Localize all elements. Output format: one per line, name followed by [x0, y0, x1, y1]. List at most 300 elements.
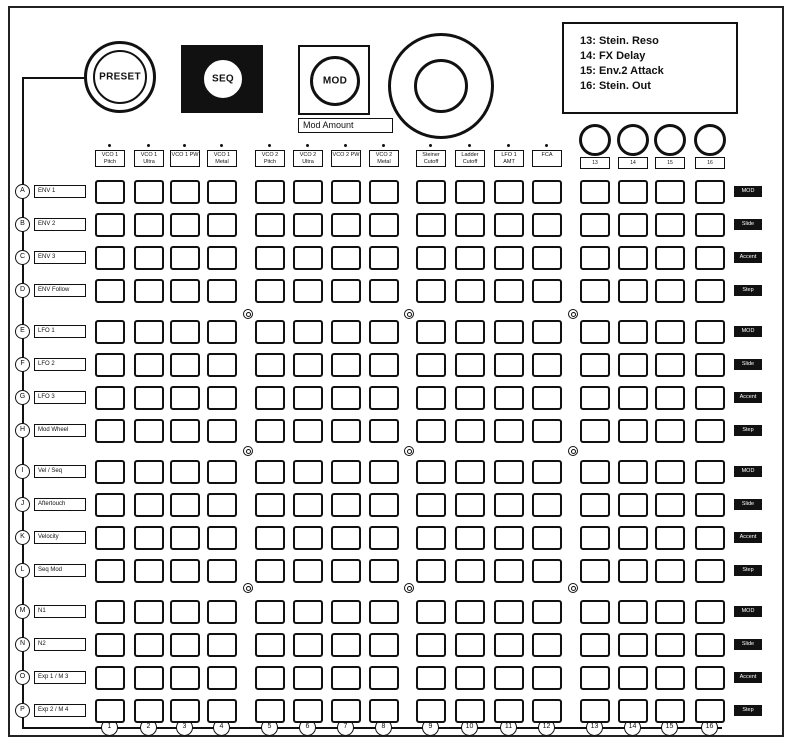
matrix-pad[interactable] — [134, 353, 164, 377]
destination-encoder-knob[interactable] — [654, 124, 686, 156]
matrix-pad[interactable] — [532, 419, 562, 443]
matrix-pad[interactable] — [95, 213, 125, 237]
matrix-pad[interactable] — [331, 386, 361, 410]
matrix-pad[interactable] — [207, 559, 237, 583]
matrix-pad[interactable] — [618, 419, 648, 443]
matrix-pad[interactable] — [95, 699, 125, 723]
matrix-pad[interactable] — [580, 493, 610, 517]
matrix-pad[interactable] — [494, 559, 524, 583]
matrix-pad[interactable] — [416, 246, 446, 270]
matrix-pad[interactable] — [134, 699, 164, 723]
matrix-pad[interactable] — [134, 279, 164, 303]
matrix-pad[interactable] — [293, 559, 323, 583]
matrix-pad[interactable] — [618, 213, 648, 237]
matrix-pad[interactable] — [695, 460, 725, 484]
matrix-pad[interactable] — [494, 419, 524, 443]
row-letter[interactable]: G — [15, 390, 30, 405]
seq-button[interactable] — [201, 57, 245, 101]
matrix-pad[interactable] — [695, 666, 725, 690]
matrix-pad[interactable] — [416, 666, 446, 690]
matrix-pad[interactable] — [170, 600, 200, 624]
matrix-pad[interactable] — [369, 493, 399, 517]
matrix-pad[interactable] — [255, 460, 285, 484]
matrix-pad[interactable] — [455, 600, 485, 624]
matrix-pad[interactable] — [134, 180, 164, 204]
matrix-pad[interactable] — [494, 526, 524, 550]
matrix-pad[interactable] — [207, 246, 237, 270]
matrix-pad[interactable] — [293, 246, 323, 270]
matrix-pad[interactable] — [331, 666, 361, 690]
matrix-pad[interactable] — [580, 320, 610, 344]
matrix-pad[interactable] — [455, 353, 485, 377]
destination-encoder-knob[interactable] — [617, 124, 649, 156]
matrix-pad[interactable] — [618, 493, 648, 517]
column-label: VCO 1 Metal — [207, 150, 237, 167]
matrix-pad[interactable] — [580, 213, 610, 237]
matrix-pad[interactable] — [170, 559, 200, 583]
matrix-pad[interactable] — [170, 460, 200, 484]
matrix-pad[interactable] — [134, 559, 164, 583]
matrix-pad[interactable] — [455, 246, 485, 270]
matrix-pad[interactable] — [532, 246, 562, 270]
matrix-pad[interactable] — [532, 386, 562, 410]
matrix-pad[interactable] — [416, 526, 446, 550]
matrix-pad[interactable] — [494, 386, 524, 410]
matrix-pad[interactable] — [416, 600, 446, 624]
matrix-pad[interactable] — [95, 180, 125, 204]
column-number[interactable]: 3 — [176, 719, 193, 736]
matrix-pad[interactable] — [331, 633, 361, 657]
matrix-pad[interactable] — [695, 699, 725, 723]
matrix-pad[interactable] — [255, 633, 285, 657]
matrix-pad[interactable] — [134, 493, 164, 517]
matrix-pad[interactable] — [293, 526, 323, 550]
matrix-pad[interactable] — [416, 699, 446, 723]
row-letter[interactable]: O — [15, 670, 30, 685]
column-number[interactable]: 8 — [375, 719, 392, 736]
matrix-pad[interactable] — [416, 460, 446, 484]
matrix-pad[interactable] — [618, 600, 648, 624]
matrix-pad[interactable] — [207, 666, 237, 690]
matrix-pad[interactable] — [655, 386, 685, 410]
matrix-pad[interactable] — [207, 419, 237, 443]
matrix-pad[interactable] — [494, 666, 524, 690]
matrix-pad[interactable] — [293, 353, 323, 377]
matrix-pad[interactable] — [207, 386, 237, 410]
matrix-pad[interactable] — [170, 180, 200, 204]
matrix-pad[interactable] — [369, 320, 399, 344]
matrix-pad[interactable] — [255, 419, 285, 443]
matrix-pad[interactable] — [618, 320, 648, 344]
column-label: VCO 2 Pitch — [255, 150, 285, 167]
matrix-pad[interactable] — [494, 320, 524, 344]
preset-button[interactable] — [84, 41, 156, 113]
column-number[interactable]: 7 — [337, 719, 354, 736]
matrix-pad[interactable] — [207, 493, 237, 517]
column-number[interactable]: 13 — [586, 719, 603, 736]
matrix-pad[interactable] — [655, 633, 685, 657]
matrix-pad[interactable] — [416, 419, 446, 443]
row-letter[interactable]: I — [15, 464, 30, 479]
matrix-pad[interactable] — [494, 246, 524, 270]
matrix-pad[interactable] — [134, 419, 164, 443]
matrix-pad[interactable] — [170, 279, 200, 303]
matrix-pad[interactable] — [255, 246, 285, 270]
matrix-pad[interactable] — [369, 699, 399, 723]
matrix-pad[interactable] — [331, 600, 361, 624]
matrix-pad[interactable] — [170, 666, 200, 690]
matrix-pad[interactable] — [369, 353, 399, 377]
matrix-pad[interactable] — [416, 180, 446, 204]
matrix-pad[interactable] — [494, 699, 524, 723]
matrix-pad[interactable] — [369, 246, 399, 270]
column-number[interactable]: 12 — [538, 719, 555, 736]
matrix-pad[interactable] — [293, 666, 323, 690]
row-letter[interactable]: M — [15, 604, 30, 619]
matrix-pad[interactable] — [95, 386, 125, 410]
matrix-pad[interactable] — [255, 180, 285, 204]
matrix-pad[interactable] — [580, 600, 610, 624]
matrix-pad[interactable] — [532, 180, 562, 204]
matrix-pad[interactable] — [455, 633, 485, 657]
matrix-pad[interactable] — [134, 460, 164, 484]
column-number[interactable]: 5 — [261, 719, 278, 736]
matrix-pad[interactable] — [255, 666, 285, 690]
matrix-pad[interactable] — [532, 320, 562, 344]
matrix-pad[interactable] — [207, 600, 237, 624]
matrix-pad[interactable] — [455, 213, 485, 237]
matrix-pad[interactable] — [494, 279, 524, 303]
matrix-pad[interactable] — [369, 666, 399, 690]
matrix-pad[interactable] — [95, 600, 125, 624]
matrix-pad[interactable] — [95, 353, 125, 377]
matrix-pad[interactable] — [695, 180, 725, 204]
matrix-pad[interactable] — [207, 353, 237, 377]
matrix-pad[interactable] — [455, 460, 485, 484]
matrix-pad[interactable] — [95, 559, 125, 583]
matrix-pad[interactable] — [580, 526, 610, 550]
matrix-pad[interactable] — [655, 600, 685, 624]
row-letter[interactable]: L — [15, 563, 30, 578]
matrix-pad[interactable] — [695, 279, 725, 303]
matrix-pad[interactable] — [455, 386, 485, 410]
column-number[interactable]: 2 — [140, 719, 157, 736]
matrix-pad[interactable] — [369, 180, 399, 204]
matrix-pad[interactable] — [170, 213, 200, 237]
matrix-pad[interactable] — [655, 246, 685, 270]
matrix-pad[interactable] — [455, 419, 485, 443]
matrix-pad[interactable] — [331, 419, 361, 443]
matrix-pad[interactable] — [455, 666, 485, 690]
matrix-pad[interactable] — [170, 320, 200, 344]
column-number[interactable]: 1 — [101, 719, 118, 736]
matrix-pad[interactable] — [255, 699, 285, 723]
matrix-pad[interactable] — [207, 699, 237, 723]
matrix-pad[interactable] — [532, 699, 562, 723]
matrix-pad[interactable] — [293, 699, 323, 723]
matrix-pad[interactable] — [369, 633, 399, 657]
matrix-pad[interactable] — [695, 559, 725, 583]
matrix-pad[interactable] — [580, 633, 610, 657]
matrix-pad[interactable] — [369, 279, 399, 303]
matrix-pad[interactable] — [655, 526, 685, 550]
column-number[interactable]: 16 — [701, 719, 718, 736]
matrix-pad[interactable] — [695, 493, 725, 517]
column-number[interactable]: 15 — [661, 719, 678, 736]
matrix-pad[interactable] — [655, 559, 685, 583]
matrix-pad[interactable] — [416, 559, 446, 583]
matrix-pad[interactable] — [369, 386, 399, 410]
matrix-pad[interactable] — [494, 633, 524, 657]
matrix-pad[interactable] — [293, 180, 323, 204]
row-letter[interactable]: K — [15, 530, 30, 545]
matrix-pad[interactable] — [695, 526, 725, 550]
matrix-pad[interactable] — [207, 460, 237, 484]
row-letter[interactable]: A — [15, 184, 30, 199]
matrix-pad[interactable] — [494, 353, 524, 377]
matrix-pad[interactable] — [207, 180, 237, 204]
matrix-pad[interactable] — [331, 353, 361, 377]
row-letter[interactable]: C — [15, 250, 30, 265]
matrix-pad[interactable] — [580, 666, 610, 690]
column-number[interactable]: 14 — [624, 719, 641, 736]
matrix-pad[interactable] — [95, 666, 125, 690]
matrix-pad[interactable] — [455, 180, 485, 204]
matrix-pad[interactable] — [331, 699, 361, 723]
matrix-pad[interactable] — [532, 279, 562, 303]
matrix-pad[interactable] — [95, 279, 125, 303]
matrix-pad[interactable] — [655, 419, 685, 443]
matrix-pad[interactable] — [695, 386, 725, 410]
matrix-pad[interactable] — [207, 526, 237, 550]
column-number[interactable]: 9 — [422, 719, 439, 736]
matrix-pad[interactable] — [618, 353, 648, 377]
matrix-pad[interactable] — [95, 460, 125, 484]
matrix-pad[interactable] — [580, 559, 610, 583]
matrix-pad[interactable] — [134, 320, 164, 344]
matrix-pad[interactable] — [255, 559, 285, 583]
matrix-pad[interactable] — [416, 493, 446, 517]
matrix-pad[interactable] — [695, 320, 725, 344]
matrix-pad[interactable] — [255, 386, 285, 410]
row-letter[interactable]: N — [15, 637, 30, 652]
matrix-pad[interactable] — [293, 320, 323, 344]
matrix-pad[interactable] — [494, 180, 524, 204]
matrix-pad[interactable] — [455, 279, 485, 303]
matrix-pad[interactable] — [134, 600, 164, 624]
matrix-pad[interactable] — [331, 460, 361, 484]
matrix-pad[interactable] — [455, 320, 485, 344]
matrix-pad[interactable] — [655, 320, 685, 344]
matrix-pad[interactable] — [618, 279, 648, 303]
matrix-pad[interactable] — [255, 320, 285, 344]
matrix-pad[interactable] — [331, 180, 361, 204]
matrix-pad[interactable] — [207, 320, 237, 344]
matrix-pad[interactable] — [293, 460, 323, 484]
matrix-pad[interactable] — [655, 353, 685, 377]
column-number[interactable]: 6 — [299, 719, 316, 736]
column-number[interactable]: 11 — [500, 719, 517, 736]
matrix-pad[interactable] — [369, 600, 399, 624]
matrix-pad[interactable] — [580, 460, 610, 484]
matrix-pad[interactable] — [95, 633, 125, 657]
matrix-pad[interactable] — [293, 493, 323, 517]
matrix-pad[interactable] — [331, 526, 361, 550]
matrix-pad[interactable] — [532, 526, 562, 550]
matrix-pad[interactable] — [255, 213, 285, 237]
matrix-pad[interactable] — [455, 493, 485, 517]
matrix-pad[interactable] — [95, 526, 125, 550]
matrix-pad[interactable] — [580, 699, 610, 723]
matrix-pad[interactable] — [134, 246, 164, 270]
matrix-pad[interactable] — [532, 666, 562, 690]
matrix-pad[interactable] — [416, 353, 446, 377]
matrix-pad[interactable] — [618, 633, 648, 657]
matrix-pad[interactable] — [95, 320, 125, 344]
matrix-pad[interactable] — [170, 419, 200, 443]
row-letter[interactable]: B — [15, 217, 30, 232]
matrix-pad[interactable] — [532, 559, 562, 583]
matrix-pad[interactable] — [293, 279, 323, 303]
matrix-pad[interactable] — [170, 699, 200, 723]
matrix-pad[interactable] — [255, 600, 285, 624]
matrix-pad[interactable] — [655, 213, 685, 237]
matrix-pad[interactable] — [170, 493, 200, 517]
matrix-pad[interactable] — [134, 386, 164, 410]
matrix-pad[interactable] — [255, 493, 285, 517]
row-letter[interactable]: D — [15, 283, 30, 298]
matrix-pad[interactable] — [580, 386, 610, 410]
matrix-pad[interactable] — [532, 633, 562, 657]
row-mode-tag: Accent — [734, 252, 762, 263]
matrix-pad[interactable] — [331, 246, 361, 270]
matrix-pad[interactable] — [618, 666, 648, 690]
matrix-pad[interactable] — [455, 526, 485, 550]
panel-screw — [243, 446, 253, 456]
matrix-pad[interactable] — [455, 699, 485, 723]
matrix-pad[interactable] — [695, 600, 725, 624]
matrix-pad[interactable] — [369, 559, 399, 583]
matrix-pad[interactable] — [494, 493, 524, 517]
matrix-pad[interactable] — [207, 213, 237, 237]
matrix-pad[interactable] — [655, 666, 685, 690]
matrix-pad[interactable] — [494, 213, 524, 237]
matrix-pad[interactable] — [331, 279, 361, 303]
matrix-pad[interactable] — [331, 559, 361, 583]
matrix-pad[interactable] — [134, 633, 164, 657]
matrix-pad[interactable] — [695, 419, 725, 443]
matrix-pad[interactable] — [618, 180, 648, 204]
matrix-pad[interactable] — [494, 600, 524, 624]
matrix-pad[interactable] — [455, 559, 485, 583]
matrix-pad[interactable] — [170, 526, 200, 550]
matrix-pad[interactable] — [207, 279, 237, 303]
matrix-pad[interactable] — [695, 246, 725, 270]
row-letter[interactable]: P — [15, 703, 30, 718]
matrix-pad[interactable] — [494, 460, 524, 484]
matrix-pad[interactable] — [655, 460, 685, 484]
matrix-pad[interactable] — [655, 699, 685, 723]
matrix-pad[interactable] — [331, 213, 361, 237]
matrix-pad[interactable] — [695, 213, 725, 237]
matrix-pad[interactable] — [618, 699, 648, 723]
matrix-pad[interactable] — [369, 460, 399, 484]
matrix-pad[interactable] — [293, 600, 323, 624]
matrix-pad[interactable] — [655, 180, 685, 204]
mod-amount-knob[interactable] — [388, 33, 494, 139]
matrix-pad[interactable] — [532, 493, 562, 517]
matrix-pad[interactable] — [293, 213, 323, 237]
matrix-pad[interactable] — [618, 246, 648, 270]
matrix-pad[interactable] — [655, 279, 685, 303]
matrix-pad[interactable] — [695, 353, 725, 377]
matrix-pad[interactable] — [134, 666, 164, 690]
matrix-pad[interactable] — [369, 419, 399, 443]
matrix-pad[interactable] — [580, 180, 610, 204]
matrix-pad[interactable] — [695, 633, 725, 657]
matrix-pad[interactable] — [293, 419, 323, 443]
matrix-pad[interactable] — [416, 279, 446, 303]
matrix-pad[interactable] — [255, 279, 285, 303]
row-letter[interactable]: J — [15, 497, 30, 512]
matrix-pad[interactable] — [207, 633, 237, 657]
matrix-pad[interactable] — [255, 353, 285, 377]
matrix-pad[interactable] — [532, 353, 562, 377]
matrix-pad[interactable] — [134, 526, 164, 550]
matrix-pad[interactable] — [580, 353, 610, 377]
matrix-pad[interactable] — [416, 320, 446, 344]
mod-button[interactable] — [310, 56, 360, 106]
matrix-pad[interactable] — [532, 213, 562, 237]
matrix-pad[interactable] — [95, 246, 125, 270]
matrix-pad[interactable] — [618, 460, 648, 484]
matrix-pad[interactable] — [170, 633, 200, 657]
destination-encoder-knob[interactable] — [694, 124, 726, 156]
matrix-pad[interactable] — [416, 213, 446, 237]
column-number[interactable]: 10 — [461, 719, 478, 736]
matrix-pad[interactable] — [170, 353, 200, 377]
matrix-pad[interactable] — [170, 246, 200, 270]
column-number[interactable]: 4 — [213, 719, 230, 736]
matrix-pad[interactable] — [293, 386, 323, 410]
matrix-pad[interactable] — [293, 633, 323, 657]
matrix-pad[interactable] — [618, 559, 648, 583]
matrix-pad[interactable] — [170, 386, 200, 410]
row-letter[interactable]: H — [15, 423, 30, 438]
matrix-pad[interactable] — [95, 493, 125, 517]
matrix-pad[interactable] — [369, 526, 399, 550]
row-letter[interactable]: E — [15, 324, 30, 339]
matrix-pad[interactable] — [134, 213, 164, 237]
matrix-pad[interactable] — [618, 526, 648, 550]
matrix-pad[interactable] — [95, 419, 125, 443]
matrix-pad[interactable] — [416, 633, 446, 657]
matrix-pad[interactable] — [618, 386, 648, 410]
matrix-pad[interactable] — [369, 213, 399, 237]
matrix-pad[interactable] — [416, 386, 446, 410]
matrix-pad[interactable] — [255, 526, 285, 550]
matrix-pad[interactable] — [655, 493, 685, 517]
destination-encoder-knob[interactable] — [579, 124, 611, 156]
matrix-pad[interactable] — [580, 419, 610, 443]
matrix-pad[interactable] — [331, 493, 361, 517]
matrix-pad[interactable] — [580, 246, 610, 270]
matrix-pad[interactable] — [580, 279, 610, 303]
row-letter[interactable]: F — [15, 357, 30, 372]
matrix-pad[interactable] — [532, 600, 562, 624]
matrix-pad[interactable] — [532, 460, 562, 484]
matrix-pad[interactable] — [331, 320, 361, 344]
